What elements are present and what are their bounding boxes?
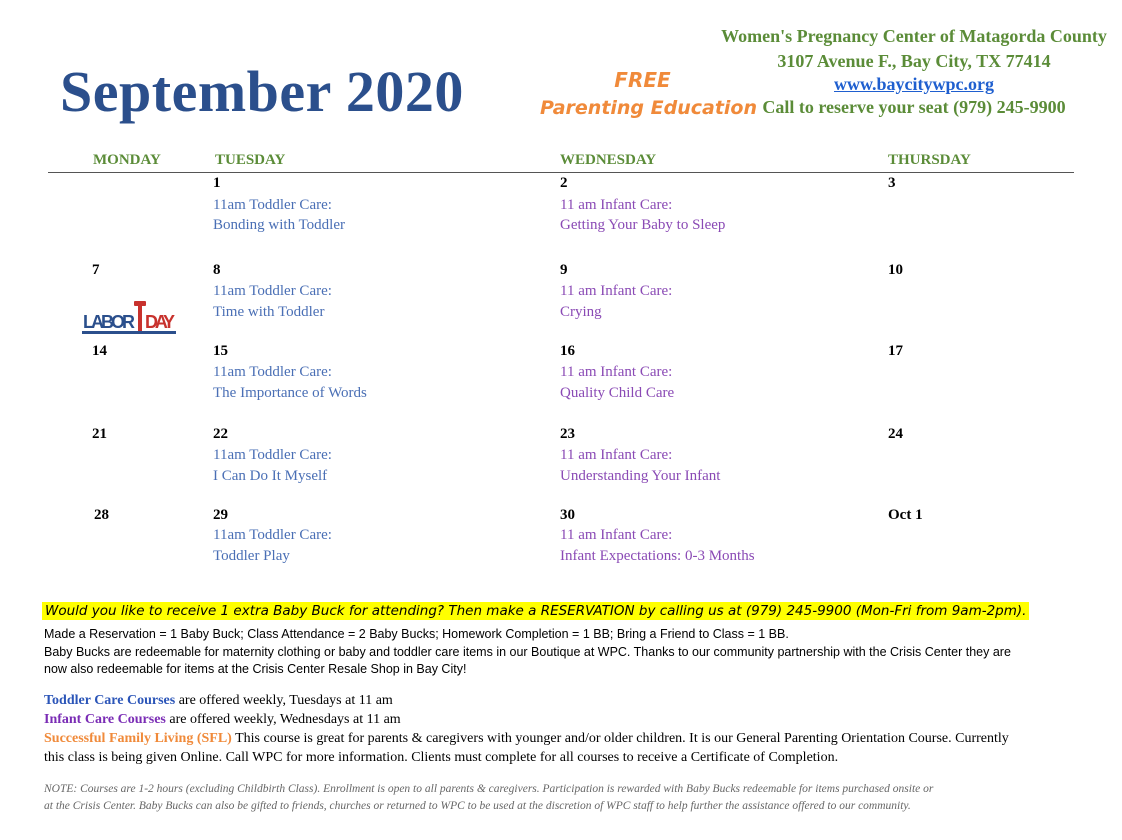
class-topic: I Can Do It Myself	[213, 468, 328, 484]
date-number: Oct 1	[888, 507, 923, 523]
day-header-wednesday: WEDNESDAY	[560, 152, 657, 168]
class-time: 11 am Infant Care:	[560, 527, 673, 543]
class-topic: Infant Expectations: 0-3 Months	[560, 548, 755, 564]
date-number: 1	[213, 175, 221, 191]
class-topic: Bonding with Toddler	[213, 217, 346, 233]
date-number: 16	[560, 343, 575, 359]
infant-course-line	[44, 712, 401, 728]
labor-day-word-day: DAY	[145, 312, 175, 332]
baby-bucks-rates: Made a Reservation = 1 Baby Buck; Class Attendance = 2 Baby Bucks; Homework Completion = 1 BB; Bring a Friend to Class = 1 BB.	[44, 627, 789, 641]
date-number: 10	[888, 262, 903, 278]
toddler-course-label: Toddler Care Courses	[44, 693, 176, 708]
date-number: 22	[213, 426, 228, 442]
class-topic: The Importance of Words	[213, 385, 367, 401]
date-number: 9	[560, 262, 568, 278]
header-divider	[48, 172, 1074, 173]
date-number: 2	[560, 175, 568, 191]
date-number: 23	[560, 426, 575, 442]
reservation-highlight: Would you like to receive 1 extra Baby Buck for attending? Then make a RESERVATION by calling us at (979) 245-9900 (Mon-Fri from 9am-2pm).	[42, 602, 1029, 620]
sfl-course-label: Successful Family Living (SFL)	[44, 731, 232, 746]
baby-bucks-info-cont: now also redeemable for items at the Crisis Center Resale Shop in Bay City!	[44, 662, 467, 676]
class-time: 11am Toddler Care:	[213, 197, 332, 213]
date-number: 28	[94, 507, 109, 523]
labor-day-tool-handle	[138, 302, 142, 331]
date-number: 8	[213, 262, 221, 278]
class-topic: Understanding Your Infant	[560, 468, 721, 484]
class-time: 11am Toddler Care:	[213, 364, 332, 380]
infant-course-text: are offered weekly, Wednesdays at 11 am	[165, 712, 401, 727]
labor-day-word-labor: LABOR	[83, 312, 135, 332]
class-time: 11am Toddler Care:	[213, 527, 332, 543]
footer-note-cont: at the Crisis Center. Baby Bucks can also be gifted to friends, churches or returned to WPC to be used at the discretion of WPC staff to help further the assistance offered to our community.	[44, 800, 911, 812]
date-number: 15	[213, 343, 228, 359]
toddler-course-text: are offered weekly, Tuesdays at 11 am	[175, 693, 393, 708]
class-time: 11 am Infant Care:	[560, 197, 673, 213]
day-header-thursday: THURSDAY	[888, 152, 971, 168]
class-time: 11 am Infant Care:	[560, 364, 673, 380]
website-link[interactable]: www.baycitywpc.org	[834, 74, 994, 94]
class-time: 11 am Infant Care:	[560, 447, 673, 463]
footer-note: NOTE: Courses are 1-2 hours (excluding Childbirth Class). Enrollment is open to all parents & caregivers. Participation is rewarded with Baby Bucks redeemable for items purchased onsite or	[44, 783, 934, 795]
class-topic: Quality Child Care	[560, 385, 675, 401]
page-title: September 2020	[60, 59, 464, 124]
sfl-course-line	[44, 731, 1009, 747]
parenting-education-label: Parenting Education	[540, 97, 758, 119]
toddler-course-line	[44, 693, 393, 709]
date-number: 3	[888, 175, 896, 191]
date-number: 29	[213, 507, 228, 523]
class-topic: Crying	[560, 304, 602, 320]
class-topic: Toddler Play	[213, 548, 290, 564]
date-number: 24	[888, 426, 903, 442]
org-name: Women's Pregnancy Center of Matagorda County	[721, 26, 1107, 46]
day-header-tuesday: TUESDAY	[215, 152, 286, 168]
baby-bucks-info: Baby Bucks are redeemable for maternity clothing or baby and toddler care items in our Boutique at WPC. Thanks to our community partnership with the Crisis Center they are	[44, 645, 1011, 659]
class-time: 11am Toddler Care:	[213, 447, 332, 463]
class-time: 11 am Infant Care:	[560, 283, 673, 299]
class-time: 11am Toddler Care:	[213, 283, 332, 299]
labor-day-tool-head	[134, 301, 146, 306]
day-header-monday: MONDAY	[93, 152, 161, 168]
free-label: FREE	[614, 68, 671, 92]
date-number: 21	[92, 426, 107, 442]
date-number: 30	[560, 507, 575, 523]
sfl-course-text: This course is great for parents & caregivers with younger and/or older children. It is our General Parenting Orientation Course. Currently	[231, 731, 1009, 746]
org-address: 3107 Avenue F., Bay City, TX 77414	[777, 51, 1051, 71]
class-topic: Time with Toddler	[213, 304, 325, 320]
date-number: 17	[888, 343, 903, 359]
date-number: 7	[92, 262, 100, 278]
infant-course-label: Infant Care Courses	[44, 712, 166, 727]
labor-day-logo	[82, 300, 176, 336]
phone-line: Call to reserve your seat (979) 245-9900	[762, 97, 1066, 117]
sfl-course-text-cont: this class is being given Online. Call WPC for more information. Clients must complete for all courses to receive a Certificate of Completion.	[44, 750, 839, 765]
class-topic: Getting Your Baby to Sleep	[560, 217, 726, 233]
date-number: 14	[92, 343, 107, 359]
